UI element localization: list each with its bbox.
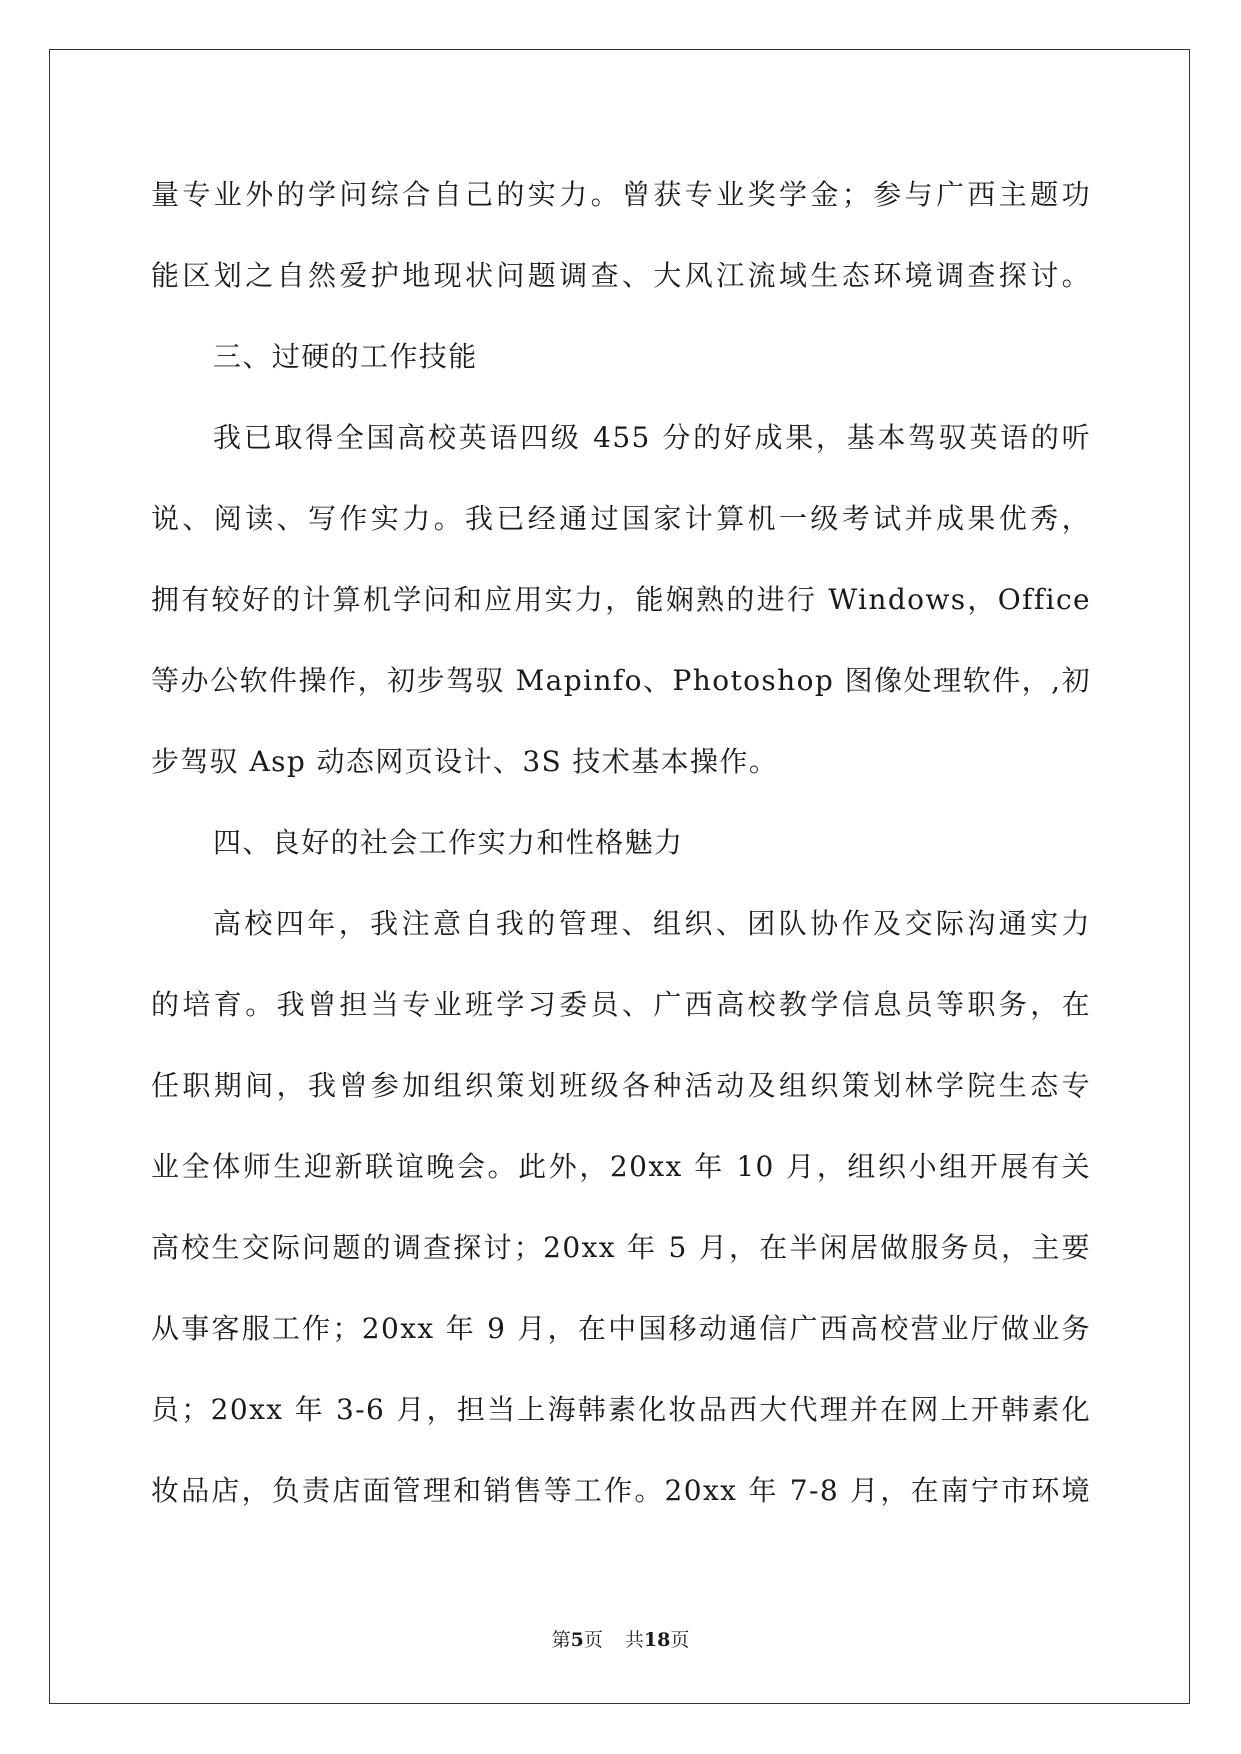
body-line: 我已取得全国高校英语四级 455 分的好成果，基本驾驭英语的听 — [213, 421, 1091, 454]
footer-total-prefix: 共 — [624, 1629, 644, 1651]
body-line: 员；20xx 年 3-6 月，担当上海韩素化妆品西大代理并在网上开韩素化 — [151, 1393, 1091, 1426]
section-heading: 四、良好的社会工作实力和性格魅力 — [213, 826, 684, 859]
body-line: 高校四年，我注意自我的管理、组织、团队协作及交际沟通实力 — [213, 907, 1091, 940]
body-line: 任职期间，我曾参加组织策划班级各种活动及组织策划林学院生态专 — [151, 1069, 1091, 1102]
body-line: 高校生交际问题的调查探讨；20xx 年 5 月，在半闲居做服务员，主要 — [151, 1231, 1091, 1264]
footer-prefix: 第 — [551, 1629, 571, 1651]
footer-total-suffix: 页 — [670, 1629, 690, 1651]
body-line: 说、阅读、写作实力。我已经通过国家计算机一级考试并成果优秀， — [151, 502, 1091, 535]
footer-page-suffix: 页 — [583, 1629, 603, 1651]
body-line: 拥有较好的计算机学问和应用实力，能娴熟的进行 Windows，Office — [151, 583, 1091, 616]
body-line: 量专业外的学问综合自己的实力。曾获专业奖学金；参与广西主题功 — [151, 178, 1091, 211]
body-line: 能区划之自然爱护地现状问题调查、大风江流域生态环境调查探讨。 — [151, 259, 1091, 292]
total-pages-number: 18 — [643, 1629, 671, 1651]
document-body — [151, 154, 1091, 1531]
body-line: 等办公软件操作，初步驾驭 Mapinfo、Photoshop 图像处理软件，,初 — [151, 664, 1091, 697]
body-line: 业全体师生迎新联谊晚会。此外，20xx 年 10 月，组织小组开展有关 — [151, 1150, 1091, 1183]
body-line: 从事客服工作；20xx 年 9 月，在中国移动通信广西高校营业厅做业务 — [151, 1312, 1091, 1345]
page-footer — [0, 1625, 1241, 1652]
body-line: 妆品店，负责店面管理和销售等工作。20xx 年 7-8 月，在南宁市环境 — [151, 1474, 1091, 1507]
body-line: 的培育。我曾担当专业班学习委员、广西高校教学信息员等职务，在 — [151, 988, 1091, 1021]
section-heading: 三、过硬的工作技能 — [213, 340, 478, 373]
current-page-number: 5 — [570, 1629, 584, 1651]
body-line: 步驾驭 Asp 动态网页设计、3S 技术基本操作。 — [151, 745, 779, 778]
